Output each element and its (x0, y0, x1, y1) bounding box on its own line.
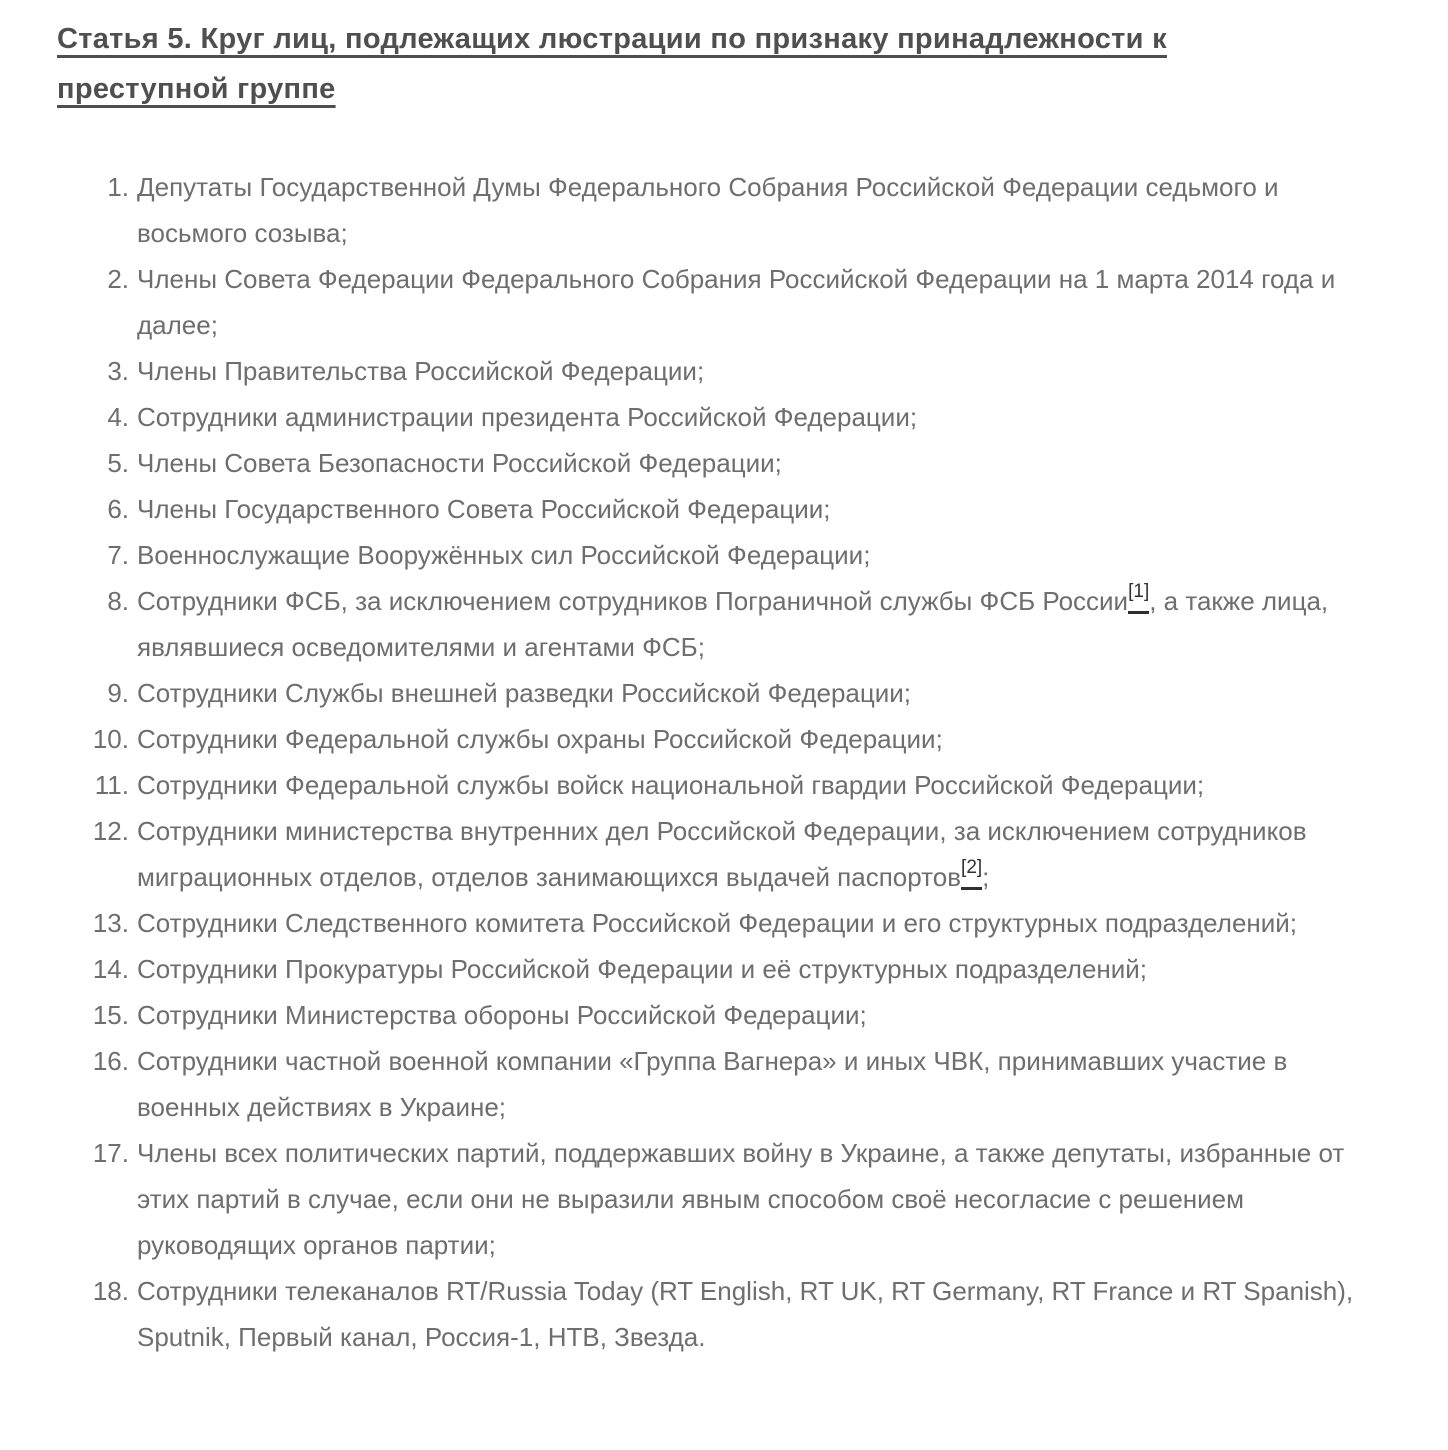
list-item (57, 348, 1390, 394)
list-item (57, 1130, 1390, 1268)
list-item (57, 256, 1390, 348)
list-item (57, 808, 1390, 900)
list-item (57, 992, 1390, 1038)
footnote-link[interactable]: [2] (961, 857, 983, 878)
list-item (57, 394, 1390, 440)
list-item (57, 1268, 1390, 1360)
list-item-text: Сотрудники Федеральной службы войск национальной гвардии Российской Федерации; (137, 770, 1205, 800)
list-item-text: Сотрудники ФСБ, за исключением сотрудников Пограничной службы ФСБ России[1], а также лица, являвшиеся осведомителями и агентами ФСБ; (137, 581, 1329, 662)
list-item-number: 1. (107, 172, 129, 202)
list-item-number: 11. (94, 770, 129, 800)
list-item-number: 4. (107, 402, 129, 432)
list-item (57, 164, 1390, 256)
footnote-link[interactable]: [1] (1128, 581, 1150, 602)
list-item-number: 2. (107, 264, 129, 294)
list-item (57, 1038, 1390, 1130)
list-item-number: 12. (92, 816, 129, 846)
list-item (57, 946, 1390, 992)
list-item-text: Члены Совета Безопасности Российской Федерации; (137, 448, 782, 478)
list-item-text: Сотрудники частной военной компании «Группа Вагнера» и иных ЧВК, принимавших участие в военных действиях в Украине; (137, 1046, 1288, 1122)
list-item-number: 10. (92, 724, 129, 754)
list-item-text: Депутаты Государственной Думы Федерального Собрания Российской Федерации седьмого и восьмого созыва; (137, 172, 1279, 248)
list-item-text: Сотрудники Министерства обороны Российской Федерации; (137, 1000, 867, 1030)
list-item-text: Сотрудники телеканалов RT/Russia Today (RT English, RT UK, RT Germany, RT France и RT Spanish), Sputnik, Первый канал, Россия-1, НТВ, Звезда. (137, 1276, 1354, 1352)
list-item-number: 14. (92, 954, 129, 984)
list-item-text: Члены Государственного Совета Российской Федерации; (137, 494, 831, 524)
list-item-text: Члены Совета Федерации Федерального Собрания Российской Федерации на 1 марта 2014 года и далее; (137, 264, 1336, 340)
list-item-text: Члены Правительства Российской Федерации; (137, 356, 705, 386)
list-item (57, 532, 1390, 578)
list-item-number: 16. (92, 1046, 129, 1076)
list-item-number: 17. (92, 1138, 129, 1168)
list-item-number: 8. (107, 586, 129, 616)
list-item-text: Сотрудники Федеральной службы охраны Российской Федерации; (137, 724, 943, 754)
list-item-text: Члены всех политических партий, поддержавших войну в Украине, а также депутаты, избранные от этих партий в случае, если они не выразили явным способом своё несогласие с решением руководящих органов партии; (137, 1138, 1345, 1260)
article-title: Статья 5. Круг лиц, подлежащих люстрации по признаку принадлежности к преступной группе (57, 23, 1167, 105)
list-item-number: 18. (92, 1276, 129, 1306)
list-item (57, 440, 1390, 486)
list-item-text: Сотрудники министерства внутренних дел Российской Федерации, за исключением сотрудников миграционных отделов, отделов занимающихся выдачей паспортов[2]; (137, 816, 1307, 892)
list-item (57, 716, 1390, 762)
list-item-text: Военнослужащие Вооружённых сил Российской Федерации; (137, 540, 871, 570)
list-item (57, 670, 1390, 716)
list-item-number: 13. (92, 908, 129, 938)
list-item-number: 9. (107, 678, 129, 708)
list-item-number: 6. (107, 494, 129, 524)
list-item-number: 3. (107, 356, 129, 386)
list-item-text: Сотрудники Прокуратуры Российской Федерации и её структурных подразделений; (137, 954, 1148, 984)
list-item (57, 762, 1390, 808)
list-item-number: 7. (107, 540, 129, 570)
list-item (57, 578, 1390, 670)
list-item-text: Сотрудники Следственного комитета Российской Федерации и его структурных подразделений; (137, 908, 1298, 938)
list-item-text: Сотрудники администрации президента Российской Федерации; (137, 402, 918, 432)
list-item-text: Сотрудники Службы внешней разведки Российской Федерации; (137, 678, 912, 708)
list-item (57, 900, 1390, 946)
list-item (57, 486, 1390, 532)
list-item-number: 5. (107, 448, 129, 478)
lustration-list (57, 164, 1390, 1360)
list-item-number: 15. (92, 1000, 129, 1030)
